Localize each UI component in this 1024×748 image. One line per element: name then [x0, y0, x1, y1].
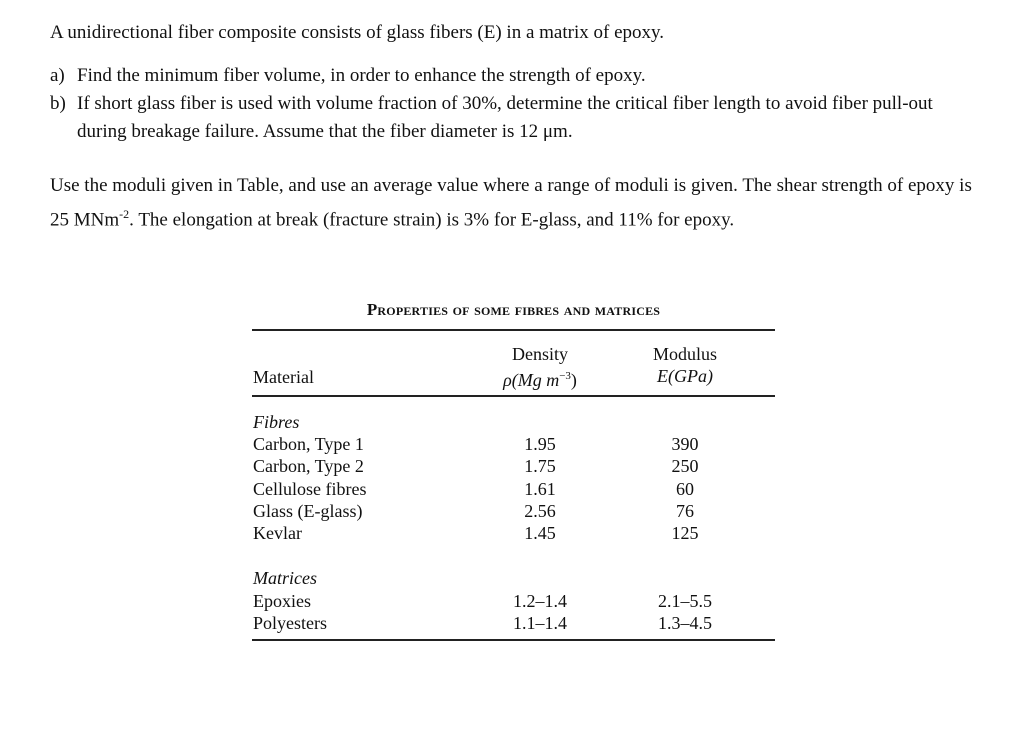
note-text-end: . The elongation at break (fracture strain) is 3% for E-glass, and 11% for epoxy.	[129, 209, 735, 231]
table-title: Properties of some fibres and matrices	[366, 300, 661, 319]
table-row-material: Kevlar	[253, 523, 302, 543]
table-row-material: Carbon, Type 2	[253, 456, 364, 476]
note-text-start: Use the moduli given in Table, and use an average value where a range of moduli is given. The shear strength of epoxy is 25 MNm	[50, 175, 972, 231]
table-row-material: Epoxies	[253, 591, 311, 611]
question-b-label: b)	[50, 93, 66, 114]
table-top-rule	[252, 329, 775, 331]
problem-note	[50, 172, 980, 234]
header-density-label: Density	[512, 344, 568, 364]
table-row-material: Glass (E-glass)	[253, 501, 363, 521]
table-row-modulus: 1.3–4.5	[658, 613, 712, 633]
table-row-density: 1.95	[524, 434, 556, 454]
group-label-matrices: Matrices	[253, 568, 317, 588]
table-row-modulus: 76	[676, 501, 694, 521]
question-a	[50, 62, 980, 90]
note-exponent: -2	[119, 207, 130, 221]
header-material: Material	[253, 367, 314, 387]
table-row-material: Polyesters	[253, 613, 327, 633]
table-row-modulus: 125	[671, 523, 699, 543]
question-a-text: Find the minimum fiber volume, in order to enhance the strength of epoxy.	[77, 65, 646, 86]
table-row-density: 1.45	[524, 523, 556, 543]
question-a-label: a)	[50, 65, 65, 86]
header-modulus-label: Modulus	[652, 344, 717, 364]
header-density-unit: ρ(Mg $m^{-3}$)	[503, 370, 577, 390]
problem-intro: A unidirectional fiber composite consists of glass fibers (E) in a matrix of epoxy.	[50, 22, 665, 43]
table-row-density: 2.56	[524, 501, 556, 521]
table-row-material: Carbon, Type 1	[253, 434, 364, 454]
table-row-modulus: 60	[676, 479, 694, 499]
table-row-density: 1.1–1.4	[513, 613, 567, 633]
header-modulus-unit: E(GPa)	[657, 366, 713, 386]
group-label-fibres: Fibres	[253, 412, 300, 432]
table-row-density: 1.75	[524, 456, 556, 476]
table-row-modulus: 250	[671, 456, 699, 476]
question-b	[50, 90, 980, 146]
question-b-text: If short glass fiber is used with volume fraction of 30%, determine the critical fiber length to avoid fiber pull-out during breakage failure. Assume that the fiber diameter is 12 μm.	[77, 93, 933, 142]
table-row-density: 1.61	[524, 479, 556, 499]
table-row-material: Cellulose fibres	[253, 479, 367, 499]
table-row-modulus: 2.1–5.5	[658, 591, 712, 611]
table-header-rule	[252, 395, 775, 397]
table-bottom-rule	[252, 639, 775, 641]
table-row-modulus: 390	[671, 434, 699, 454]
table-row-density: 1.2–1.4	[513, 591, 567, 611]
